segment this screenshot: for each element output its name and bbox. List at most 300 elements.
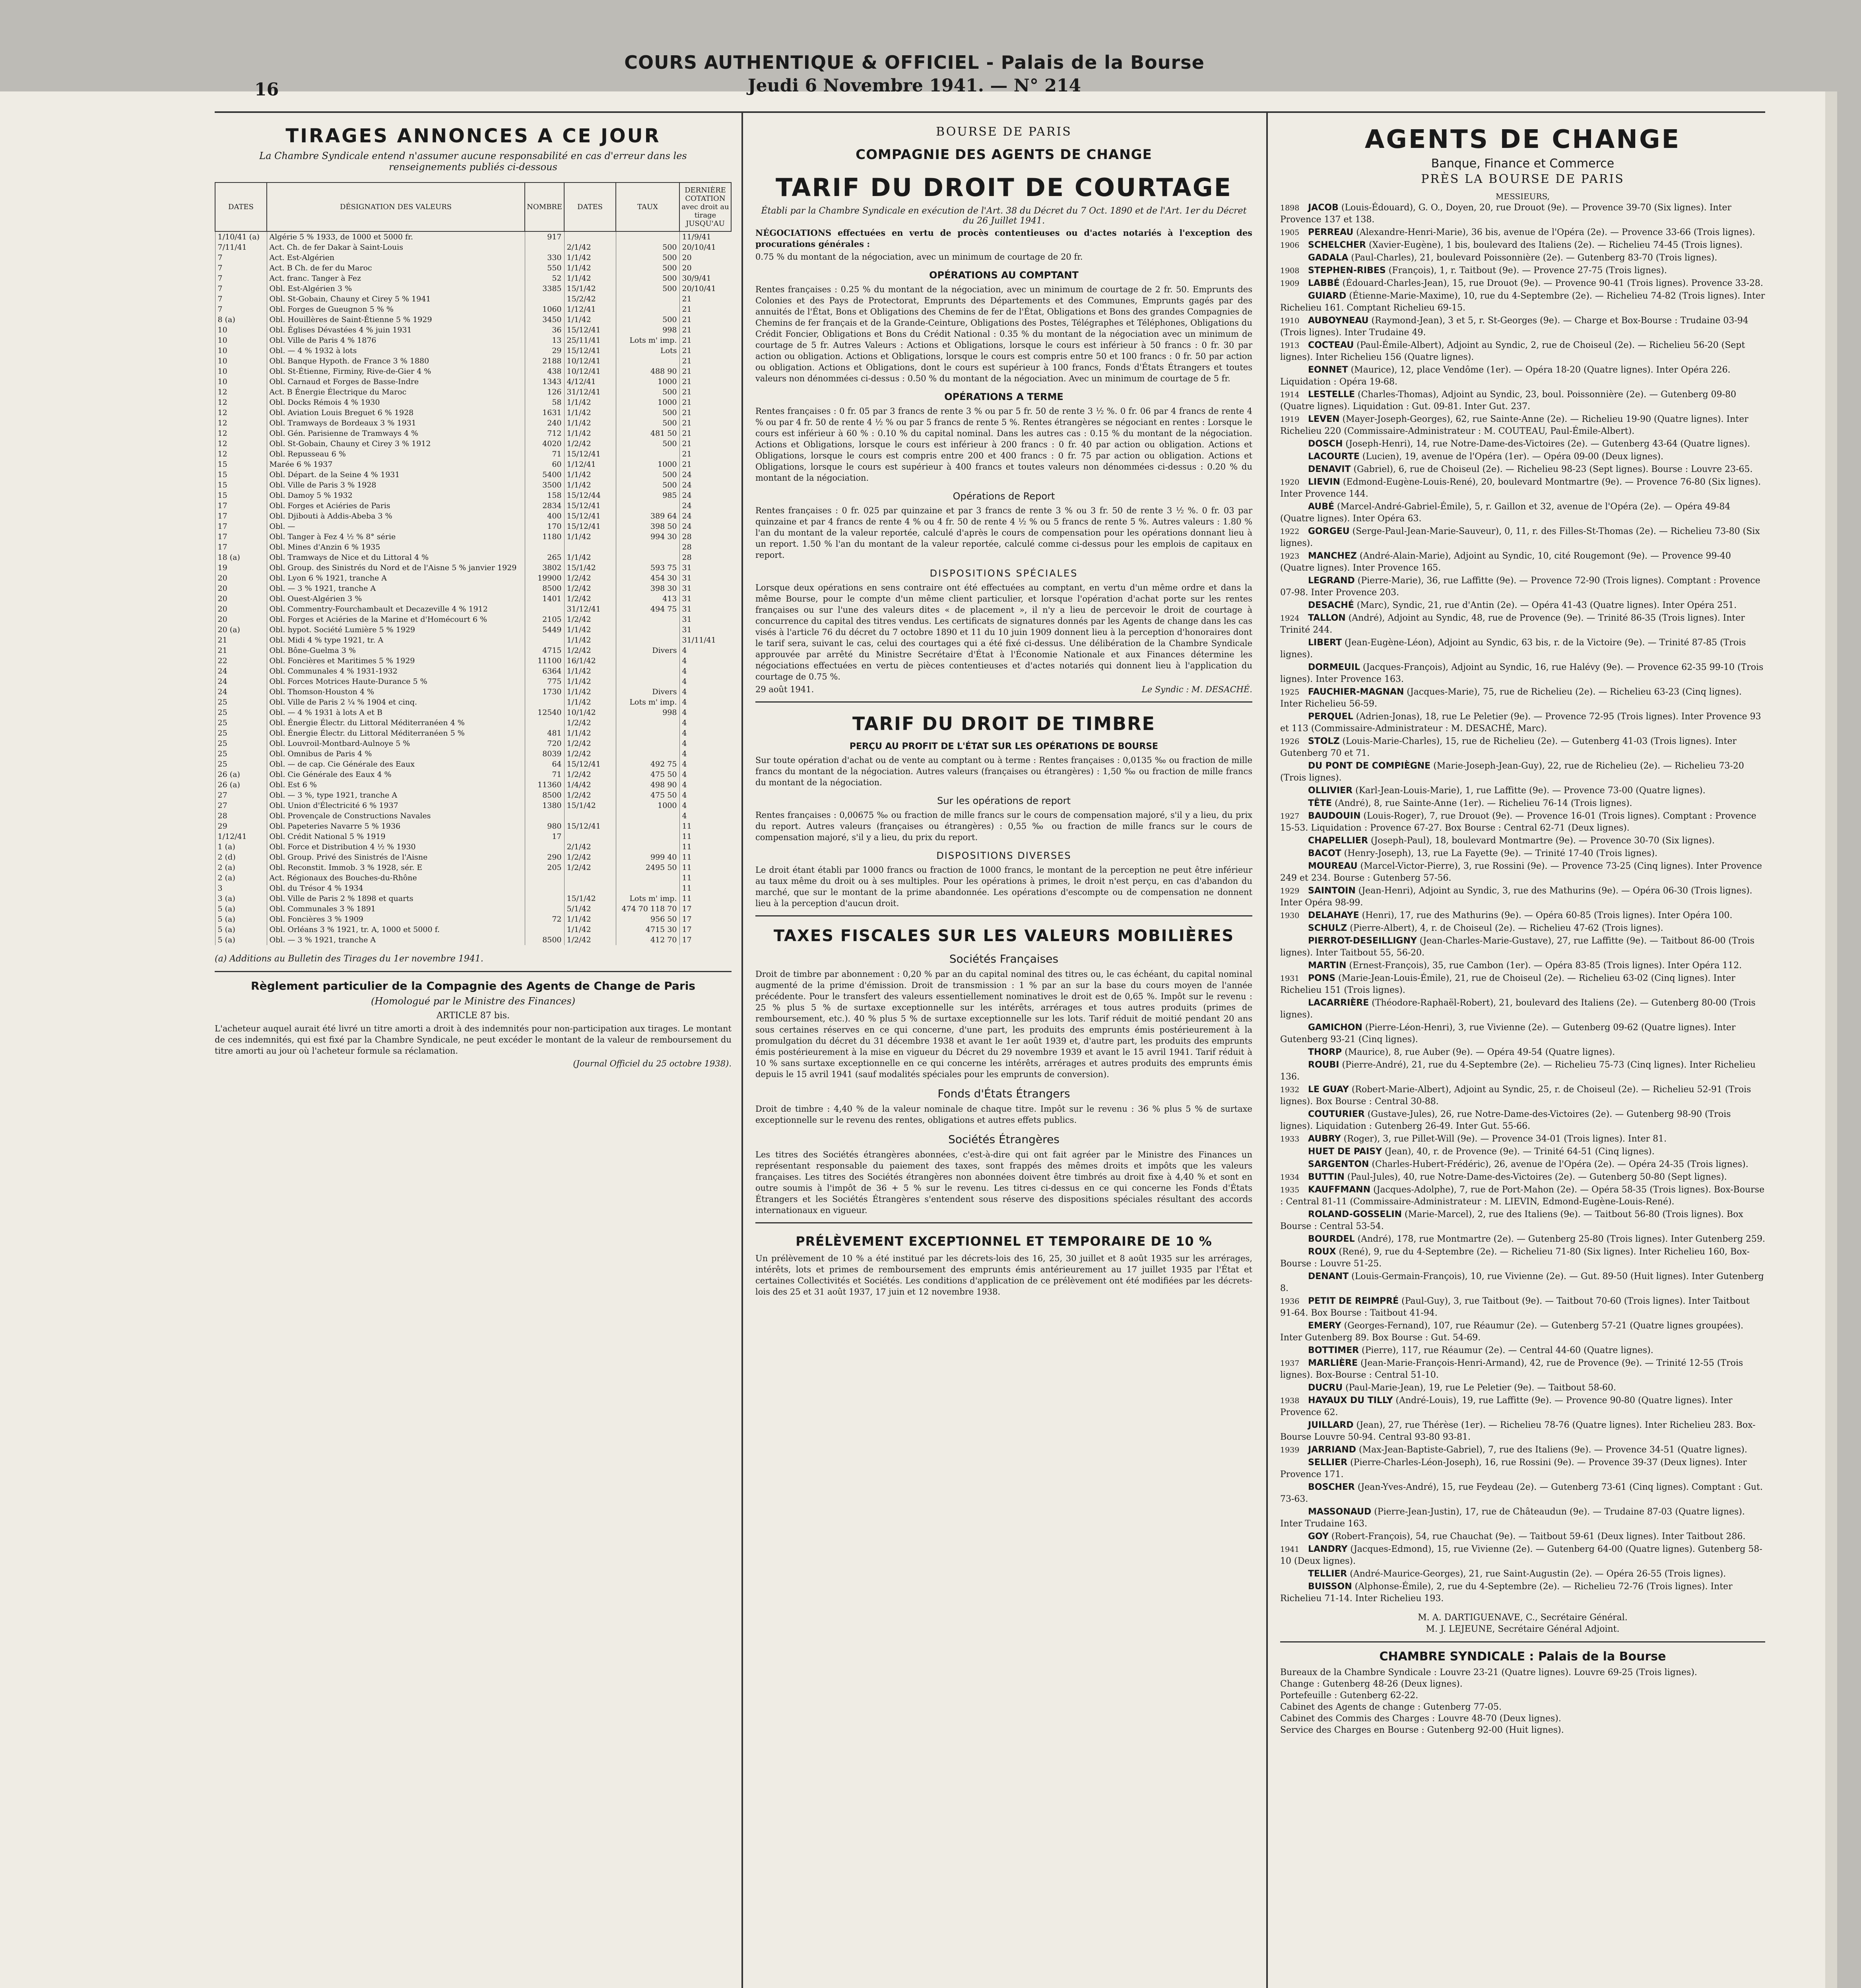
- tirage-row: [215, 470, 731, 480]
- tirage-taux: 475 50: [616, 769, 679, 780]
- tirage-taux: 413: [616, 594, 679, 604]
- tirage-date: 5 (a): [215, 935, 267, 945]
- tirage-remb-date: 1/2/42: [564, 718, 616, 728]
- agent-year: 1934: [1280, 1173, 1300, 1182]
- tirage-derniere: 11: [679, 873, 731, 883]
- agent-entry: [1280, 885, 1765, 909]
- tirage-designation: Obl. St-Gobain, Chauny et Cirey 3 % 1912: [267, 439, 525, 449]
- agent-entry: [1280, 265, 1765, 277]
- tirage-date: 21: [215, 645, 267, 656]
- tirage-designation: Obl. Mines d'Anzin 6 % 1935: [267, 542, 525, 552]
- tirage-nombre: 52: [525, 273, 564, 283]
- tirage-taux: 492 75: [616, 759, 679, 769]
- tirage-row: [215, 480, 731, 490]
- agent-detail: (André-Alain-Marie), Adjoint au Syndic, 10, cité Rougemont (9e). — Provence 99-40 (Quatre lignes). Inter Provence 165.: [1280, 551, 1731, 573]
- agent-detail: (Henry-Joseph), 13, rue La Fayette (9e). — Trinité 17-40 (Trois lignes).: [1344, 848, 1658, 858]
- tirage-derniere: 24: [679, 470, 731, 480]
- tirage-date: 17: [215, 542, 267, 552]
- tirage-designation: Algérie 5 % 1933, de 1000 et 5000 fr.: [267, 231, 525, 242]
- dispositions-title: DISPOSITIONS SPÉCIALES: [930, 568, 1078, 579]
- agent-name: KAUFFMANN: [1308, 1185, 1371, 1195]
- tirage-nombre: 36: [525, 325, 564, 335]
- tirage-row: [215, 707, 731, 718]
- tirage-nombre: 60: [525, 459, 564, 470]
- tirage-nombre: 720: [525, 738, 564, 749]
- tirage-date: 7: [215, 304, 267, 315]
- tirage-date: 20: [215, 583, 267, 594]
- agent-entry: [1280, 910, 1765, 922]
- agent-entry: [1280, 1146, 1765, 1158]
- tirage-row: [215, 304, 731, 315]
- tirage-nombre: 205: [525, 862, 564, 873]
- tirage-taux: [616, 231, 679, 242]
- tirage-derniere: 30/9/41: [679, 273, 731, 283]
- agent-name: GAMICHON: [1308, 1023, 1362, 1033]
- tirage-row: [215, 325, 731, 335]
- tirage-derniere: 21: [679, 408, 731, 418]
- tirage-nombre: 2834: [525, 501, 564, 511]
- agent-entry: [1280, 835, 1765, 847]
- chambre-line: Portefeuille : Gutenberg 62-22.: [1280, 1691, 1419, 1701]
- agent-entry: [1280, 935, 1765, 959]
- tirage-derniere: 17: [679, 924, 731, 935]
- tirage-date: 24: [215, 687, 267, 697]
- tirage-date: 26 (a): [215, 780, 267, 790]
- tirage-row: [215, 294, 731, 304]
- agent-year: 1898: [1280, 204, 1300, 212]
- tirage-remb-date: 15/1/42: [564, 893, 616, 904]
- comptant-text: Rentes françaises : 0.25 % du montant de la négociation, avec un minimum de courtage de 2 fr. 50. Emprunts des Colonies et des Pays de Protectorat, Emprunts des Départements et des Communes, Emprunts gagés par des annuités de l'État, Bons et Obligations des Chemins de fer de l'État, Obligations et Bons des grandes Compagnies de Chemins de fer français et de la Grande-Ceinture, Obligations des Postes, Télégraphes et Téléphones, Obligations du Crédit Foncier, Obligations et Bons du Crédit National : 0.35 % du montant de la négociation avec un minimum de courtage de 5 fr. Autres Valeurs : Actions et Obligations, lorsque le cours est inférieur à 50 francs : 0 fr. 30 par action ou obligation. Actions et Obligations, lorsque le cours est compris entre 50 et 100 francs : 0 fr. 50 par action ou obligation. Actions et Obligations, dont le cours est supérieur à 100 francs, Fonds d'États Étrangers et toutes valeurs non dénommées ci-dessus : 0.50 % du montant de la négociation. Avec un minimum de courtage de 5 fr.: [755, 285, 1252, 383]
- tirage-derniere: 4: [679, 728, 731, 738]
- tirage-derniere: 4: [679, 676, 731, 687]
- courtage-kicker: BOURSE DE PARIS: [936, 125, 1072, 139]
- tirage-row: [215, 790, 731, 800]
- agent-name: DORMEUIL: [1308, 662, 1360, 672]
- tirage-remb-date: 15/12/41: [564, 346, 616, 356]
- agent-name: SCHELCHER: [1308, 240, 1366, 250]
- etats-text: Droit de timbre : 4,40 % de la valeur nominale de chaque titre. Impôt sur le revenu : 36 % plus 5 % de surtaxe exceptionnelle sur le revenu des rentes, obligations et autres effets publics.: [755, 1104, 1252, 1125]
- agent-detail: (Édouard-Charles-Jean), 15, rue Drouot (9e). — Provence 90-41 (Trois lignes). Provence 33-28.: [1342, 278, 1763, 288]
- tirage-derniere: 31: [679, 573, 731, 583]
- tirage-row: [215, 263, 731, 273]
- tirage-designation: Obl. Repusseau 6 %: [267, 449, 525, 459]
- agent-name: AUBÉ: [1308, 502, 1335, 512]
- tirage-designation: Obl. Omnibus de Paris 4 %: [267, 749, 525, 759]
- agent-detail: (Louis-Édouard), G. O., Doyen, 20, rue Drouot (9e). — Provence 39-70 (Six lignes). Inter Provence 137 et 138.: [1280, 203, 1731, 225]
- agent-year: 1914: [1280, 390, 1300, 399]
- agent-detail: (Karl-Jean-Louis-Marie), 1, rue Laffitte (9e). — Provence 73-00 (Quatre lignes).: [1355, 786, 1706, 796]
- tirage-derniere: 31: [679, 563, 731, 573]
- tirage-date: 3: [215, 883, 267, 893]
- col-taux: TAUX: [616, 182, 679, 231]
- agent-detail: (Marcel-Victor-Pierre), 3, rue Rossini (9e). — Provence 73-25 (Cinq lignes). Inter Provence 249 et 234. Bourse : Gutenberg 57-56.: [1280, 861, 1762, 883]
- prelevement-text: Un prélèvement de 10 % a été institué par les décrets-lois des 16, 25, 30 juillet et 8 août 1935 sur les arrérages, intérêts, lots et primes de remboursement des emprunts émis antérieurement au 17 juillet 1935 par l'État et certaines Collectivités et Sociétés. Les conditions d'application de ce prélèvement ont été modifiées par les décrets-lois des 25 et 31 août 1937, 17 juin et 12 novembre 1938.: [755, 1254, 1252, 1297]
- agent-detail: (Paul-Émile-Albert), Adjoint au Syndic, 2, rue de Choiseul (2e). — Richelieu 56-20 (Sept lignes). Inter Richelieu 156 (Quatre lignes).: [1280, 340, 1745, 362]
- agents-subtitle2: PRÈS LA BOURSE DE PARIS: [1421, 172, 1624, 186]
- agent-detail: (Gabriel), 6, rue de Choiseul (2e). — Richelieu 98-23 (Sept lignes). Bourse : Louvre 23-65.: [1353, 464, 1753, 474]
- tirage-remb-date: 2/1/42: [564, 242, 616, 252]
- agent-name: GUIARD: [1308, 291, 1347, 301]
- tirage-date: 15: [215, 490, 267, 501]
- tirage-derniere: 24: [679, 490, 731, 501]
- agent-name: JUILLARD: [1308, 1420, 1354, 1430]
- tirage-remb-date: 1/1/42: [564, 408, 616, 418]
- tirage-derniere: 21: [679, 397, 731, 408]
- agent-detail: (André-Maurice-Georges), 21, rue Saint-Augustin (2e). — Opéra 26-55 (Trois lignes).: [1350, 1569, 1726, 1579]
- timbre-report-title: Sur les opérations de report: [937, 795, 1071, 806]
- tirage-derniere: 24: [679, 480, 731, 490]
- tirage-nombre: 1343: [525, 377, 564, 387]
- tirage-taux: 994 30: [616, 532, 679, 542]
- tirage-date: 12: [215, 418, 267, 428]
- tirage-taux: [616, 821, 679, 831]
- agent-name: DU PONT DE COMPIÈGNE: [1308, 761, 1431, 771]
- agent-detail: (Marcel-André-Gabriel-Émile), 5, r. Gaillon et 32, avenue de l'Opéra (2e). — Opéra 49-84 (Quatre lignes). Inter Opéra 63.: [1280, 502, 1731, 524]
- tirages-rows: [215, 231, 731, 945]
- tirage-derniere: 4: [679, 718, 731, 728]
- agent-entry: [1280, 464, 1765, 476]
- agent-name: DELAHAYE: [1308, 911, 1359, 920]
- tirage-remb-date: 1/2/42: [564, 935, 616, 945]
- timbre-text1: Sur toute opération d'achat ou de vente au comptant ou à terme : Rentes françaises : 0,0135 ‰ ou fraction de mille francs du montant de la négociation. Autres valeurs (françaises ou étrangères) : 1,50 ‰ ou fraction de mille francs du montant de la négociation.: [755, 755, 1252, 787]
- agent-name: BUTTIN: [1308, 1172, 1345, 1182]
- agent-name: CHAPELLIER: [1308, 836, 1368, 846]
- courtage-intro: Établi par la Chambre Syndicale en exécution de l'Art. 38 du Décret du 7 Oct. 1890 et de l'Art. 1er du Décret du 26 Juillet 1941.: [761, 206, 1247, 226]
- secretary-general-adjoint: M. J. LEJEUNE, Secrétaire Général Adjoint.: [1426, 1624, 1620, 1634]
- tirage-nombre: [525, 924, 564, 935]
- report-title: Opérations de Report: [953, 491, 1055, 502]
- agent-name: STOLZ: [1308, 736, 1340, 746]
- agent-entry: [1280, 1419, 1765, 1443]
- tirage-date: 5 (a): [215, 924, 267, 935]
- agent-entry: [1280, 798, 1765, 810]
- tirage-derniere: 28: [679, 542, 731, 552]
- tirage-row: [215, 852, 731, 862]
- tirage-date: 1/10/41 (a): [215, 231, 267, 242]
- tirage-designation: Act. Est-Algérien: [267, 252, 525, 263]
- tirage-date: 17: [215, 501, 267, 511]
- agent-name: THORP: [1308, 1047, 1342, 1057]
- tirage-designation: Obl. Force et Distribution 4 ½ % 1930: [267, 842, 525, 852]
- agent-name: HUET DE PAISY: [1308, 1147, 1382, 1157]
- tirage-row: [215, 273, 731, 283]
- agent-name: LE GUAY: [1308, 1085, 1349, 1095]
- tirage-designation: Obl. Est-Algérien 3 %: [267, 283, 525, 294]
- tirage-row: [215, 315, 731, 325]
- agent-entry: [1280, 848, 1765, 860]
- tirage-designation: Obl. Crédit National 5 % 1919: [267, 831, 525, 842]
- agent-year: 1922: [1280, 527, 1300, 536]
- tirage-derniere: 11: [679, 852, 731, 862]
- tirage-date: 1 (a): [215, 842, 267, 852]
- reglement-subtitle: (Homologué par le Ministre des Finances): [371, 996, 576, 1007]
- tirage-date: 20: [215, 573, 267, 583]
- secretary-general: M. A. DARTIGUENAVE, C., Secrétaire Général.: [1418, 1613, 1628, 1623]
- tirage-designation: Obl. Énergie Électr. du Littoral Méditerranéen 4 %: [267, 718, 525, 728]
- tirage-designation: Obl. Papeteries Navarre 5 % 1936: [267, 821, 525, 831]
- tirage-date: 10: [215, 325, 267, 335]
- agent-name: ROUBI: [1308, 1060, 1339, 1070]
- tirage-designation: Obl. Forges et Aciéries de Paris: [267, 501, 525, 511]
- agent-entry: [1280, 451, 1765, 463]
- agent-name: BUISSON: [1308, 1582, 1352, 1592]
- prelevement-title: PRÉLÈVEMENT EXCEPTIONNEL ET TEMPORAIRE DE 10 %: [796, 1234, 1212, 1249]
- agent-name: BOTTIMER: [1308, 1345, 1359, 1355]
- agent-entry: [1280, 960, 1765, 972]
- tirage-remb-date: 15/12/41: [564, 449, 616, 459]
- tirage-designation: Obl. Orléans 3 % 1921, tr. A, 1000 et 5000 f.: [267, 924, 525, 935]
- tirage-date: 2 (a): [215, 873, 267, 883]
- agents-messieurs: MESSIEURS,: [1496, 192, 1550, 201]
- agent-name: GOY: [1308, 1532, 1329, 1541]
- tirage-derniere: 31: [679, 583, 731, 594]
- tirage-nombre: 11360: [525, 780, 564, 790]
- tirage-date: 7: [215, 263, 267, 273]
- agent-detail: (Robert-Marie-Albert), Adjoint au Syndic, 25, r. de Choiseul (2e). — Richelieu 52-91 (Trois lignes). Box Bourse : Central 30-88.: [1280, 1085, 1751, 1107]
- agent-year: 1941: [1280, 1545, 1300, 1554]
- tirage-derniere: 20/10/41: [679, 283, 731, 294]
- tirage-nombre: 2105: [525, 614, 564, 625]
- tirage-remb-date: 1/2/42: [564, 790, 616, 800]
- agent-name: COUTURIER: [1308, 1109, 1365, 1119]
- tirage-designation: Act. Régionaux des Bouches-du-Rhône: [267, 873, 525, 883]
- tirage-remb-date: 1/1/42: [564, 470, 616, 480]
- agent-name: TÊTE: [1308, 798, 1332, 808]
- tirage-remb-date: 1/1/42: [564, 924, 616, 935]
- tirage-taux: 1000: [616, 397, 679, 408]
- agent-name: GADALA: [1308, 253, 1349, 263]
- tirage-taux: 474 70 118 70: [616, 904, 679, 914]
- tirage-row: [215, 283, 731, 294]
- tirage-date: 28: [215, 811, 267, 821]
- tirage-nombre: [525, 904, 564, 914]
- tirage-row: [215, 728, 731, 738]
- tirage-date: 24: [215, 666, 267, 676]
- chambre-lines: [1280, 1667, 1765, 1736]
- agent-year: 1931: [1280, 974, 1300, 983]
- page-number: 16: [254, 80, 279, 100]
- tirage-taux: [616, 873, 679, 883]
- tirage-remb-date: 1/1/42: [564, 914, 616, 924]
- agent-detail: (Louis-Germain-François), 10, rue Vivienne (2e). — Gut. 89-50 (Huit lignes). Inter Gutenberg 8.: [1280, 1272, 1764, 1293]
- agent-entry: [1280, 662, 1765, 685]
- tirage-taux: [616, 728, 679, 738]
- agent-name: DESACHÉ: [1308, 600, 1354, 610]
- tirage-remb-date: [564, 811, 616, 821]
- agent-name: DUCRU: [1308, 1383, 1343, 1393]
- tirage-date: 8 (a): [215, 315, 267, 325]
- agent-name: SARGENTON: [1308, 1159, 1369, 1169]
- tirage-row: [215, 893, 731, 904]
- agent-year: 1924: [1280, 614, 1300, 623]
- tirage-remb-date: 15/12/41: [564, 325, 616, 335]
- agent-year: 1923: [1280, 552, 1300, 561]
- tirage-date: 10: [215, 356, 267, 366]
- tirage-nombre: [525, 893, 564, 904]
- tirage-derniere: 4: [679, 656, 731, 666]
- agent-detail: (Jean-Henri), Adjoint au Syndic, 3, rue des Mathurins (9e). — Opéra 06-30 (Trois lignes). Inter Opéra 98-99.: [1280, 886, 1752, 908]
- tirage-taux: Divers: [616, 687, 679, 697]
- tirage-taux: [616, 831, 679, 842]
- agent-entry: [1280, 501, 1765, 525]
- tirage-remb-date: 1/12/41: [564, 304, 616, 315]
- tirage-remb-date: 1/1/42: [564, 397, 616, 408]
- agent-detail: (Pierre), 117, rue Réaumur (2e). — Central 44-60 (Quatre lignes).: [1362, 1345, 1653, 1355]
- agent-entry: [1280, 438, 1765, 450]
- agent-name: PERQUEL: [1308, 712, 1353, 722]
- tirage-remb-date: 1/1/42: [564, 418, 616, 428]
- tirage-row: [215, 883, 731, 893]
- tirage-taux: 500: [616, 242, 679, 252]
- col-derniere-cotation: DERNIÈRE COTATION avec droit au tirage JUSQU'AU: [679, 182, 731, 231]
- tirage-designation: Obl. Foncières 3 % 1909: [267, 914, 525, 924]
- tirage-nombre: [525, 542, 564, 552]
- agent-detail: (Étienne-Marie-Maxime), 10, rue du 4-Septembre (2e). — Richelieu 74-82 (Trois lignes). Inter Richelieu 161. Comptant Richelieu 69-15.: [1280, 291, 1765, 313]
- agent-entry: [1280, 637, 1765, 661]
- tirage-derniere: 17: [679, 935, 731, 945]
- tirage-date: 10: [215, 335, 267, 346]
- tirage-remb-date: 16/1/42: [564, 656, 616, 666]
- agent-entry: [1280, 1133, 1765, 1145]
- agent-entry: [1280, 1184, 1765, 1208]
- tirage-designation: Obl. Ville de Paris 2 % 1898 et quarts: [267, 893, 525, 904]
- tirage-derniere: 21: [679, 366, 731, 377]
- tirage-derniere: 21: [679, 439, 731, 449]
- agent-entry: [1280, 973, 1765, 996]
- tirage-nombre: 1060: [525, 304, 564, 315]
- tirage-nombre: 8500: [525, 583, 564, 594]
- agent-detail: (Roger), 3, rue Pillet-Will (9e). — Provence 34-01 (Trois lignes). Inter 81.: [1343, 1134, 1667, 1144]
- agent-entry: [1280, 1357, 1765, 1381]
- tirage-taux: 593 75: [616, 563, 679, 573]
- tirage-nombre: 19900: [525, 573, 564, 583]
- tirage-designation: Obl. — 4 % 1931 à lots A et B: [267, 707, 525, 718]
- tirage-nombre: 4020: [525, 439, 564, 449]
- tirage-nombre: 5449: [525, 625, 564, 635]
- tirage-nombre: 170: [525, 521, 564, 532]
- timbre-subtitle: PERÇU AU PROFIT DE L'ÉTAT SUR LES OPÉRATIONS DE BOURSE: [849, 742, 1159, 751]
- agent-detail: (André), 8, rue Sainte-Anne (1er). — Richelieu 76-14 (Trois lignes).: [1335, 798, 1632, 808]
- tirage-nombre: 12540: [525, 707, 564, 718]
- agent-detail: (Pierre-André), 21, rue du 4-Septembre (2e). — Richelieu 75-73 (Cinq lignes). Inter Richelieu 136.: [1280, 1060, 1756, 1082]
- courtage-negociations: NÉGOCIATIONS effectuées en vertu de procès contentieuses ou d'actes notariés à l'exception des procurations générales :: [755, 228, 1252, 249]
- tirage-taux: 998: [616, 707, 679, 718]
- tirage-date: 20: [215, 594, 267, 604]
- tirage-taux: 999 40: [616, 852, 679, 862]
- tirage-designation: Marée 6 % 1937: [267, 459, 525, 470]
- chambre-line: Bureaux de la Chambre Syndicale : Louvre 23-21 (Quatre lignes). Louvre 69-25 (Trois lignes).: [1280, 1668, 1697, 1677]
- tirage-derniere: 21: [679, 304, 731, 315]
- tirage-taux: [616, 542, 679, 552]
- tirage-designation: Obl. — 4 % 1932 à lots: [267, 346, 525, 356]
- agent-name: DOSCH: [1308, 439, 1343, 449]
- tirage-taux: [616, 552, 679, 563]
- tirage-designation: Obl. Union d'Électricité 6 % 1937: [267, 800, 525, 811]
- tirage-nombre: [525, 873, 564, 883]
- agent-name: BOSCHER: [1308, 1482, 1355, 1492]
- tirage-taux: 500: [616, 439, 679, 449]
- agent-detail: (Alphonse-Émile), 2, rue du 4-Septembre (2e). — Richelieu 72-76 (Trois lignes). Inter Richelieu 71-14. Inter Richelieu 193.: [1280, 1582, 1733, 1604]
- tirage-row: [215, 428, 731, 439]
- agent-entry: [1280, 600, 1765, 612]
- tirage-date: 7: [215, 252, 267, 263]
- tirage-taux: [616, 749, 679, 759]
- tirage-taux: [616, 614, 679, 625]
- tirage-remb-date: 1/2/42: [564, 738, 616, 749]
- reglement-article: ARTICLE 87 bis.: [436, 1011, 510, 1021]
- tirage-date: 2 (a): [215, 862, 267, 873]
- tirage-date: 7: [215, 273, 267, 283]
- agent-name: MARTIN: [1308, 961, 1347, 971]
- divider: [755, 701, 1252, 703]
- agent-detail: (Louis-Roger), 7, rue Drouot (9e). — Provence 16-01 (Trois lignes). Comptant : Provence 15-53. Liquidation : Provence 67-27. Box Bourse : Central 62-71 (Deux lignes).: [1280, 811, 1756, 833]
- agent-entry: [1280, 1457, 1765, 1481]
- agent-detail: (Marc), Syndic, 21, rue d'Antin (2e). — Opéra 41-43 (Quatre lignes). Inter Opéra 251.: [1356, 600, 1737, 610]
- agent-year: 1927: [1280, 812, 1300, 821]
- tirage-remb-date: 1/1/42: [564, 428, 616, 439]
- divider: [215, 971, 732, 972]
- tirage-designation: Act. franc. Tanger à Fez: [267, 273, 525, 283]
- tirage-designation: Obl. Ville de Paris 2 ¼ % 1904 et cinq.: [267, 697, 525, 707]
- tirage-remb-date: 5/1/42: [564, 904, 616, 914]
- tirage-taux: [616, 883, 679, 893]
- agent-detail: (Paul-Marie-Jean), 19, rue Le Peletier (9e). — Taitbout 58-60.: [1345, 1383, 1616, 1393]
- agent-entry: [1280, 278, 1765, 289]
- agent-name: FAUCHIER-MAGNAN: [1308, 687, 1404, 697]
- tirage-date: 25: [215, 707, 267, 718]
- tirage-designation: Act. Ch. de fer Dakar à Saint-Louis: [267, 242, 525, 252]
- agent-name: JARRIAND: [1308, 1445, 1356, 1455]
- agent-detail: (Théodore-Raphaël-Robert), 21, boulevard des Italiens (2e). — Gutenberg 80-00 (Trois lignes).: [1280, 998, 1756, 1020]
- tirage-nombre: 13: [525, 335, 564, 346]
- tirage-derniere: 4: [679, 666, 731, 676]
- tirage-remb-date: 1/4/42: [564, 780, 616, 790]
- agent-entry: [1280, 364, 1765, 388]
- tirage-designation: Obl. Forges et Aciéries de la Marine et d'Homécourt 6 %: [267, 614, 525, 625]
- tirage-taux: [616, 718, 679, 728]
- tirage-row: [215, 645, 731, 656]
- tirage-row: [215, 738, 731, 749]
- tirage-row: [215, 687, 731, 697]
- tirage-remb-date: 15/12/41: [564, 511, 616, 521]
- tirage-derniere: 21: [679, 428, 731, 439]
- tirage-designation: Obl. du Trésor 4 % 1934: [267, 883, 525, 893]
- tirage-taux: 985: [616, 490, 679, 501]
- agent-name: ROUX: [1308, 1247, 1336, 1257]
- tirage-designation: Obl. Group. des Sinistrés du Nord et de l'Aisne 5 % janvier 1929: [267, 563, 525, 573]
- agent-detail: (Charles-Thomas), Adjoint au Syndic, 23, boul. Poissonnière (2e). — Gutenberg 09-80 (Quatre lignes). Liquidation : Gut. 09-81. Inter Gut. 237.: [1280, 390, 1737, 412]
- tirage-row: [215, 532, 731, 542]
- tirage-remb-date: 15/1/42: [564, 283, 616, 294]
- agent-entry: [1280, 1444, 1765, 1456]
- tirage-derniere: 21: [679, 459, 731, 470]
- agent-entry: [1280, 575, 1765, 599]
- tirage-row: [215, 335, 731, 346]
- tirage-row: [215, 780, 731, 790]
- tirage-taux: 500: [616, 470, 679, 480]
- agent-entry: [1280, 711, 1765, 735]
- tirage-row: [215, 542, 731, 552]
- agent-entry: [1280, 1022, 1765, 1046]
- tirage-derniere: 24: [679, 501, 731, 511]
- tirage-designation: Obl. Damoy 5 % 1932: [267, 490, 525, 501]
- tirage-designation: Obl. Départ. de la Seine 4 % 1931: [267, 470, 525, 480]
- tirage-remb-date: 1/2/42: [564, 749, 616, 759]
- tirage-taux: [616, 625, 679, 635]
- tirage-nombre: 71: [525, 769, 564, 780]
- issue-date: Jeudi 6 Novembre 1941. — N° 214: [747, 76, 1081, 96]
- tirage-remb-date: 1/1/42: [564, 480, 616, 490]
